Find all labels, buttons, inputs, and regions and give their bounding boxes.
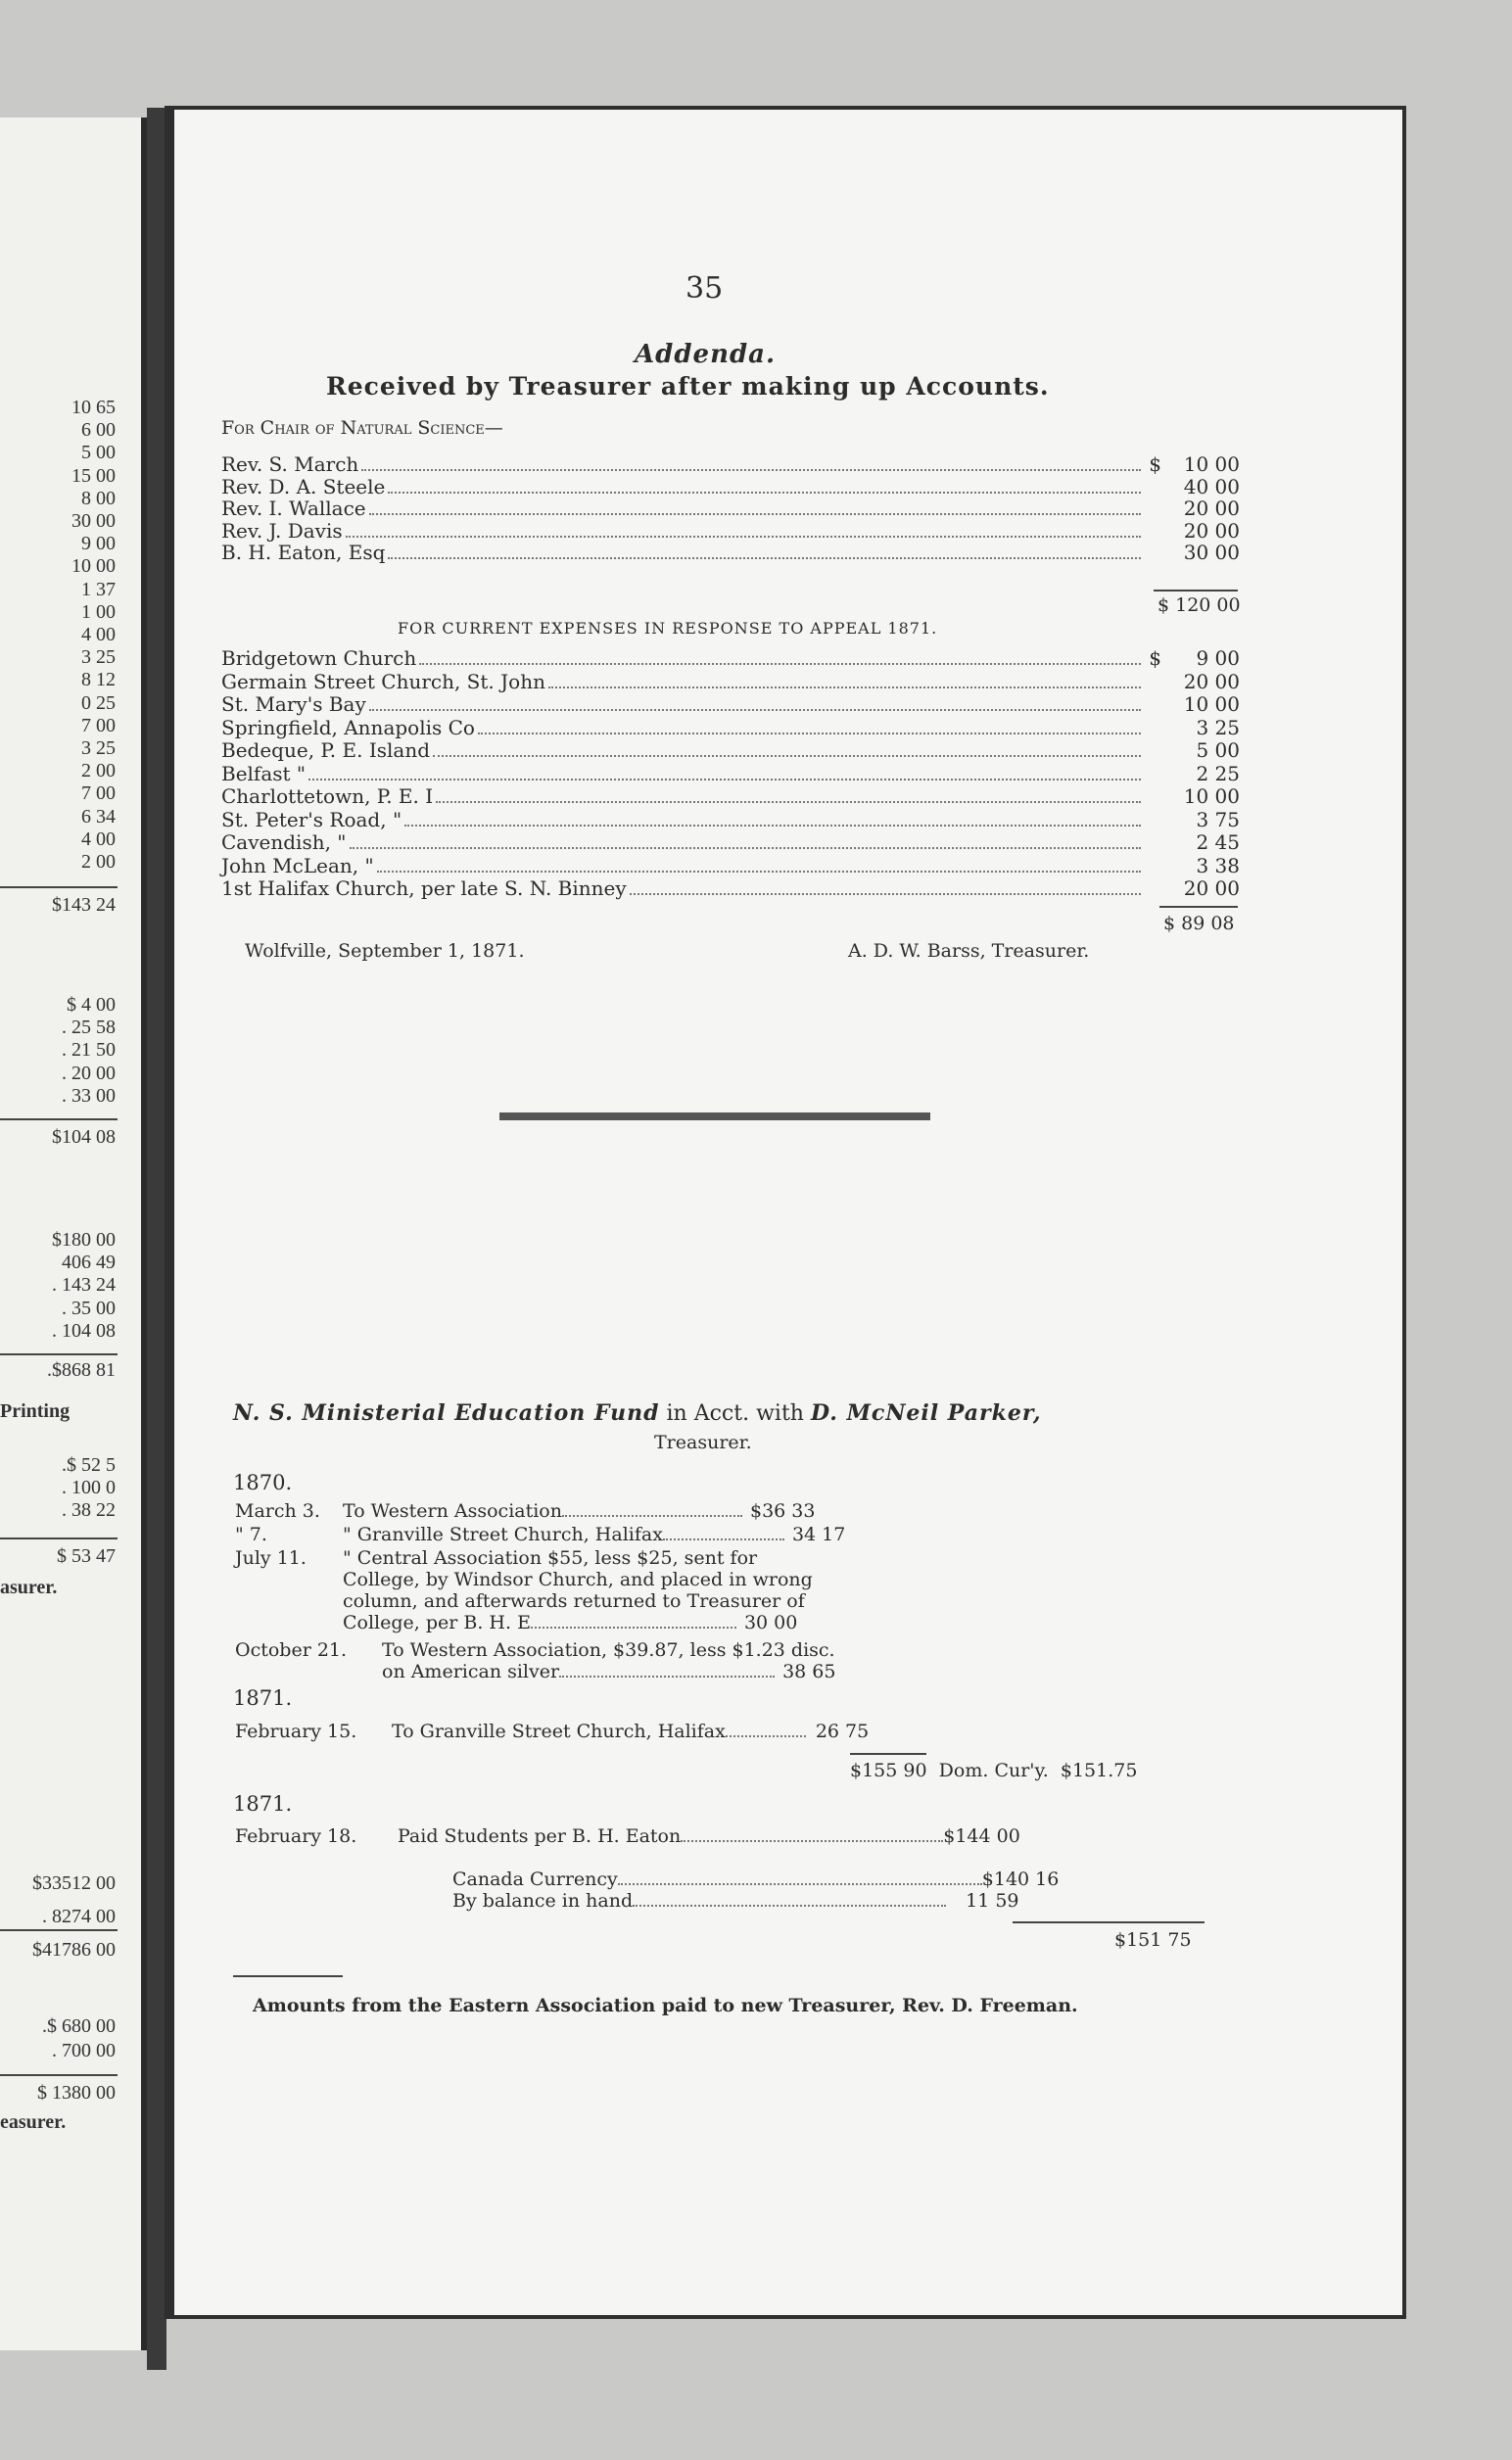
left-word-printing: Printing [0, 1400, 71, 1422]
left-amount: . 35 00 [62, 1297, 116, 1319]
left-amount: . 100 0 [62, 1477, 116, 1499]
leader-dots [726, 1735, 806, 1737]
entry-date: February 15. [235, 1721, 357, 1742]
left-amount: 9 00 [81, 533, 116, 555]
leader-dots [562, 1515, 742, 1517]
entry-date: March 3. [235, 1500, 320, 1522]
row-amount: 3 75 [1196, 807, 1240, 831]
canada-currency-amount: $140 16 [981, 1869, 1060, 1890]
leader-dots [361, 469, 1141, 471]
left-amount: 406 49 [62, 1252, 116, 1274]
natural-science-total: $ 120 00 [1158, 594, 1241, 616]
ledger-row [221, 830, 1240, 854]
row-label: Germain Street Church, St. John [221, 669, 545, 693]
row-amount: 2 25 [1196, 761, 1240, 785]
fund-entry [235, 1524, 845, 1545]
row-label: Bedeque, P. E. Island [221, 738, 431, 762]
row-label: Bridgetown Church [221, 646, 417, 670]
left-amount: 10 65 [71, 397, 116, 418]
left-amount: . 38 22 [62, 1499, 116, 1522]
year-1871-a: 1871. [233, 1686, 293, 1710]
leader-dots [618, 1883, 982, 1885]
entry-amount: 38 65 [782, 1661, 836, 1682]
leader-dots [350, 847, 1142, 849]
entry-text: College, per B. H. E [343, 1612, 531, 1633]
left-amount: 15 00 [71, 464, 116, 487]
left-amount: 2 00 [81, 851, 116, 873]
fund-entry [235, 1590, 805, 1612]
fund-title [233, 1400, 1041, 1426]
row-label: Rev. S. March [221, 452, 359, 476]
left-amount: . 25 58 [62, 1017, 116, 1039]
entry-text: on American silver [382, 1661, 560, 1682]
subtotal-amount: $155 90 [850, 1760, 927, 1781]
left-amount: .$ 52 5 [62, 1454, 116, 1476]
received-title: Received by Treasurer after making up Accounts. [326, 372, 1050, 401]
fund-entry [235, 1569, 813, 1590]
dom-cury-label: Dom. Cur'y. [938, 1760, 1049, 1781]
leader-dots [559, 1676, 775, 1678]
leader-dots [377, 871, 1141, 873]
left-total-6: $ 1380 00 [37, 2082, 116, 2104]
left-total-4: $ 53 47 [57, 1545, 116, 1567]
row-label: B. H. Eaton, Esq [221, 541, 386, 564]
entry-february-15 [235, 1721, 869, 1742]
page-number: 35 [685, 271, 724, 306]
entry-text: College, by Windsor Church, and placed in wrong [343, 1569, 813, 1590]
entry-date: July 11. [235, 1547, 307, 1569]
entry-text: To Western Association [343, 1500, 562, 1522]
left-amount: 3 25 [81, 737, 116, 759]
row-amount: 10 00 [1183, 784, 1240, 808]
left-amount: 8 00 [81, 487, 116, 509]
final-total: $151 75 [1114, 1929, 1192, 1951]
left-word-treasurer-2: easurer. [0, 2111, 67, 2133]
left-amount: 7 00 [81, 782, 116, 805]
fund-entry [235, 1639, 835, 1661]
row-amount: 9 00 [1196, 646, 1240, 670]
leader-dots [436, 801, 1141, 803]
row-amount: 5 00 [1196, 738, 1240, 762]
entry-text: To Granville Street Church, Halifax [392, 1721, 726, 1742]
footnote-rule [233, 1975, 343, 1977]
left-rule [0, 886, 118, 888]
row-amount: 40 00 [1183, 474, 1240, 498]
left-word-treasurer: asurer. [0, 1577, 58, 1598]
fund-treasurer-name: D. McNeil Parker, [810, 1400, 1042, 1426]
canada-currency-row [452, 1869, 1059, 1890]
entry-text: Paid Students per B. H. Eaton [398, 1825, 682, 1847]
row-amount: 20 00 [1183, 518, 1240, 543]
row-amount: 10 00 [1183, 692, 1240, 716]
row-dollar-sign: $ [1149, 646, 1161, 670]
entry-date: February 18. [235, 1825, 357, 1847]
left-total-1: $143 24 [52, 894, 116, 916]
row-label: St. Mary's Bay [221, 692, 366, 716]
left-rule [0, 1118, 118, 1120]
ledger-row [221, 497, 1240, 520]
sum-rule [1154, 590, 1238, 591]
ledger-row [221, 541, 1240, 564]
entry-february-18 [235, 1825, 1020, 1847]
ledger-row [221, 716, 1240, 739]
leader-dots [478, 733, 1141, 734]
left-total-5: $41786 00 [32, 1939, 116, 1961]
leader-dots [433, 755, 1141, 757]
balance-amount: 11 59 [966, 1890, 1019, 1912]
balance-label: By balance in hand [452, 1890, 634, 1912]
left-amount: 10 00 [71, 555, 116, 578]
current-expenses-total: $ 89 08 [1163, 913, 1235, 934]
natural-science-heading: For Chair of Natural Science— [221, 417, 503, 439]
left-amount: 1 00 [81, 600, 116, 623]
leader-dots [630, 893, 1141, 895]
left-amount: . 143 24 [52, 1274, 116, 1297]
left-amount: 4 00 [81, 828, 116, 850]
left-amount: . 20 00 [62, 1062, 116, 1084]
sum-rule [1159, 906, 1238, 908]
row-amount: 20 00 [1183, 669, 1240, 693]
left-amount: . 104 08 [52, 1319, 116, 1342]
entry-text: To Western Association, $39.87, less $1.23 disc. [382, 1639, 835, 1661]
row-label: St. Peter's Road, " [221, 807, 402, 831]
dom-cury-amount: $151.75 [1060, 1760, 1138, 1781]
row-label: Rev. D. A. Steele [221, 474, 386, 498]
row-amount: 20 00 [1183, 497, 1240, 520]
fund-subtotal [850, 1760, 1137, 1781]
entry-amount: 34 17 [791, 1524, 846, 1545]
fund-name: N. S. Ministerial Education Fund [233, 1400, 660, 1426]
left-total-2: $104 08 [52, 1126, 116, 1148]
year-1871-b: 1871. [233, 1792, 293, 1816]
row-label: Springfield, Annapolis Co [221, 715, 475, 739]
left-amount: 30 00 [71, 510, 116, 532]
row-amount: 3 38 [1196, 853, 1240, 877]
ledger-row [221, 854, 1240, 877]
row-label: 1st Halifax Church, per late S. N. Binney [221, 876, 627, 900]
leader-dots [633, 1905, 946, 1907]
ledger-row [221, 646, 1240, 670]
ledger-row [221, 784, 1240, 808]
sum-rule [1013, 1921, 1205, 1923]
left-amount: . 700 00 [52, 2040, 116, 2061]
left-rule [0, 1538, 118, 1539]
balance-row [452, 1890, 1019, 1912]
row-label: John McLean, " [221, 853, 374, 877]
left-amount: 5 00 [81, 442, 116, 464]
left-amount: 8 12 [81, 669, 116, 691]
fund-entry [235, 1500, 815, 1522]
entry-amount: $36 33 [749, 1500, 816, 1522]
row-amount: 3 25 [1196, 715, 1240, 739]
leader-dots [369, 709, 1141, 711]
canada-currency-label: Canada Currency [452, 1869, 618, 1890]
addenda-title: Addenda. [635, 340, 777, 369]
left-amount: 3 25 [81, 646, 116, 669]
fund-entry [235, 1547, 757, 1569]
left-amount: 0 25 [81, 691, 116, 714]
leader-dots [388, 492, 1141, 494]
main-page [165, 106, 1406, 2319]
fund-entry [235, 1612, 797, 1633]
sum-rule [850, 1753, 926, 1755]
signature-signer: A. D. W. Barss, Treasurer. [848, 940, 1090, 962]
leader-dots [419, 663, 1141, 665]
row-label: Rev. I. Wallace [221, 497, 366, 520]
leader-dots [531, 1627, 736, 1629]
ledger-row [221, 808, 1240, 831]
ledger-row [221, 738, 1240, 762]
entry-date: October 21. [235, 1639, 348, 1661]
left-amount: 4 00 [81, 624, 116, 645]
left-rule [0, 2074, 118, 2076]
ledger-row [221, 692, 1240, 716]
row-label: Cavendish, " [221, 830, 347, 854]
year-1870: 1870. [233, 1471, 293, 1494]
row-label: Charlottetown, P. E. I [221, 784, 434, 808]
fund-entry [235, 1661, 835, 1682]
entry-amount: 26 75 [815, 1721, 870, 1742]
row-amount: 20 00 [1183, 876, 1240, 900]
leader-dots [346, 536, 1141, 538]
row-amount: 2 45 [1196, 830, 1240, 854]
ledger-row [221, 452, 1240, 476]
left-amount: 6 34 [81, 805, 116, 828]
left-amount: $ 4 00 [67, 994, 116, 1016]
row-label: Rev. J. Davis [221, 518, 343, 543]
row-amount: 10 00 [1183, 452, 1240, 476]
current-expenses-heading: FOR CURRENT EXPENSES IN RESPONSE TO APPEAL 1871. [398, 619, 938, 638]
left-rule [0, 1353, 118, 1355]
fund-title-plain: in Acct. with [659, 1401, 811, 1426]
ledger-row [221, 670, 1240, 693]
leader-dots [681, 1840, 943, 1842]
entry-text: column, and afterwards returned to Treasurer of [343, 1590, 805, 1612]
left-amount: 2 00 [81, 760, 116, 782]
leader-dots [404, 825, 1141, 827]
left-amount: 1 37 [81, 578, 116, 600]
left-amount: . 21 50 [62, 1039, 116, 1062]
ledger-row [221, 876, 1240, 900]
fund-title-line2: Treasurer. [654, 1432, 752, 1453]
entry-amount: 30 00 [743, 1612, 798, 1633]
leader-dots [388, 557, 1141, 559]
left-amount: .$ 680 00 [42, 2015, 116, 2037]
left-amount: $180 00 [52, 1229, 116, 1251]
footnote: Amounts from the Eastern Association paid to new Treasurer, Rev. D. Freeman. [253, 1995, 1078, 2016]
row-dollar-sign: $ [1149, 452, 1161, 476]
leader-dots [548, 686, 1141, 688]
left-amount: 6 00 [81, 419, 116, 442]
ledger-row [221, 762, 1240, 785]
section-divider [499, 1112, 930, 1120]
leader-dots [663, 1538, 784, 1540]
row-label: Belfast " [221, 761, 307, 785]
entry-text: " Central Association $55, less $25, sent for [343, 1547, 758, 1569]
left-amount: . 33 00 [62, 1084, 116, 1107]
book-gutter [147, 108, 166, 2370]
leader-dots [369, 513, 1141, 515]
left-partial-page [0, 118, 147, 2350]
left-amount: . 8274 00 [42, 1906, 116, 1927]
ledger-row [221, 475, 1240, 498]
row-amount: 30 00 [1183, 541, 1240, 564]
left-rule [0, 1929, 118, 1931]
signature-place-date: Wolfville, September 1, 1871. [245, 940, 525, 962]
left-total-3: .$868 81 [47, 1359, 116, 1381]
entry-date: " 7. [235, 1524, 267, 1545]
left-amount: 7 00 [81, 714, 116, 736]
entry-amount: $144 00 [943, 1825, 1020, 1847]
leader-dots [308, 779, 1141, 781]
ledger-row [221, 519, 1240, 543]
entry-text: " Granville Street Church, Halifax [343, 1524, 663, 1545]
left-amount: $33512 00 [32, 1872, 116, 1894]
